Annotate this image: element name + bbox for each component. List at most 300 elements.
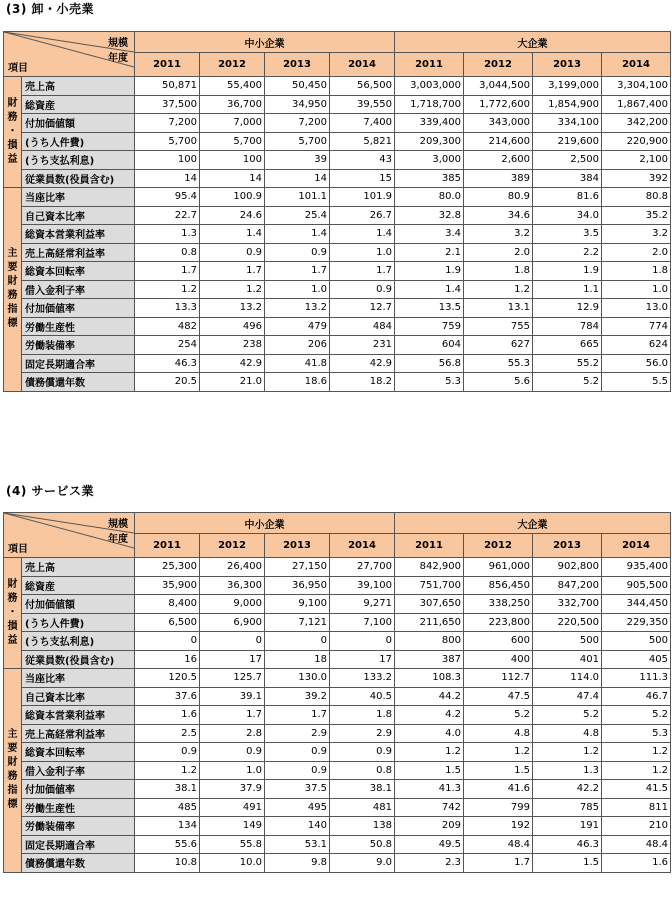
- value-cell: 1.2: [464, 743, 533, 762]
- value-cell: 5,821: [330, 132, 395, 151]
- value-cell: 1.2: [135, 280, 200, 299]
- value-cell: 44.2: [395, 687, 464, 706]
- value-cell: 2.5: [135, 724, 200, 743]
- year-header: 2012: [200, 53, 265, 77]
- value-cell: 50.8: [330, 835, 395, 854]
- value-cell: 25,300: [135, 558, 200, 577]
- row-label: 付加価値額: [22, 595, 135, 614]
- value-cell: 384: [533, 169, 602, 188]
- item-label: 項目: [8, 63, 28, 74]
- value-cell: 482: [135, 317, 200, 336]
- value-cell: 2.9: [265, 724, 330, 743]
- table-row: [4, 206, 671, 225]
- value-cell: 491: [200, 798, 265, 817]
- value-cell: 1.7: [265, 262, 330, 281]
- side-char: 主: [7, 729, 18, 741]
- value-cell: 3.4: [395, 225, 464, 244]
- value-cell: 8,400: [135, 595, 200, 614]
- row-label: 自己資本比率: [22, 206, 135, 225]
- row-label: 債務償還年数: [22, 854, 135, 873]
- value-cell: 50,871: [135, 77, 200, 96]
- value-cell: 2,100: [602, 151, 671, 170]
- value-cell: 9,100: [265, 595, 330, 614]
- value-cell: 80.9: [464, 188, 533, 207]
- row-label: 総資本営業利益率: [22, 706, 135, 725]
- value-cell: 1.1: [533, 280, 602, 299]
- value-cell: 209: [395, 817, 464, 836]
- value-cell: 2,500: [533, 151, 602, 170]
- value-cell: 1.2: [135, 761, 200, 780]
- value-cell: 14: [135, 169, 200, 188]
- value-cell: 1.2: [200, 280, 265, 299]
- value-cell: 0.9: [200, 243, 265, 262]
- value-cell: 0.8: [135, 243, 200, 262]
- row-label: 売上高経常利益率: [22, 243, 135, 262]
- value-cell: 1.5: [464, 761, 533, 780]
- side-char: 財: [7, 98, 18, 109]
- value-cell: 3,003,000: [395, 77, 464, 96]
- value-cell: 389: [464, 169, 533, 188]
- value-cell: 192: [464, 817, 533, 836]
- value-cell: 140: [265, 817, 330, 836]
- value-cell: 56.8: [395, 354, 464, 373]
- value-cell: 2.0: [464, 243, 533, 262]
- value-cell: 0.8: [330, 761, 395, 780]
- value-cell: 211,650: [395, 613, 464, 632]
- value-cell: 48.4: [464, 835, 533, 854]
- value-cell: 9.0: [330, 854, 395, 873]
- row-label: 総資本営業利益率: [22, 225, 135, 244]
- side-char: ・: [7, 607, 18, 618]
- value-cell: 2.0: [602, 243, 671, 262]
- value-cell: 0: [330, 632, 395, 651]
- value-cell: 219,600: [533, 132, 602, 151]
- value-cell: 13.1: [464, 299, 533, 318]
- value-cell: 1.8: [330, 706, 395, 725]
- side-char: 財: [7, 757, 18, 769]
- value-cell: 36,950: [265, 576, 330, 595]
- table-row: [4, 77, 671, 96]
- value-cell: 847,200: [533, 576, 602, 595]
- value-cell: 3,000: [395, 151, 464, 170]
- value-cell: 37,500: [135, 95, 200, 114]
- value-cell: 7,000: [200, 114, 265, 133]
- table-row: [4, 317, 671, 336]
- value-cell: 18: [265, 650, 330, 669]
- value-cell: 1.9: [395, 262, 464, 281]
- side-char: 要: [7, 262, 18, 274]
- value-cell: 800: [395, 632, 464, 651]
- side-char: 務: [7, 771, 18, 783]
- value-cell: 1.4: [395, 280, 464, 299]
- value-cell: 0.9: [330, 280, 395, 299]
- value-cell: 1,718,700: [395, 95, 464, 114]
- value-cell: 2,600: [464, 151, 533, 170]
- table-row: [4, 169, 671, 188]
- value-cell: 214,600: [464, 132, 533, 151]
- value-cell: 26,400: [200, 558, 265, 577]
- value-cell: 784: [533, 317, 602, 336]
- row-label: (うち人件費): [22, 132, 135, 151]
- value-cell: 1.2: [602, 743, 671, 762]
- value-cell: 334,100: [533, 114, 602, 133]
- table-row: [4, 669, 671, 688]
- year-label: 年度: [108, 53, 128, 64]
- value-cell: 39.2: [265, 687, 330, 706]
- value-cell: 14: [200, 169, 265, 188]
- value-cell: 39.1: [200, 687, 265, 706]
- value-cell: 43: [330, 151, 395, 170]
- group-header: 中小企業: [135, 513, 395, 534]
- value-cell: 4.0: [395, 724, 464, 743]
- value-cell: 10.0: [200, 854, 265, 873]
- value-cell: 16: [135, 650, 200, 669]
- value-cell: 0.9: [265, 243, 330, 262]
- value-cell: 1.4: [330, 225, 395, 244]
- value-cell: 1.0: [602, 280, 671, 299]
- value-cell: 13.3: [135, 299, 200, 318]
- value-cell: 0: [265, 632, 330, 651]
- value-cell: 1.7: [135, 262, 200, 281]
- table-row: [4, 613, 671, 632]
- value-cell: 405: [602, 650, 671, 669]
- value-cell: 34,950: [265, 95, 330, 114]
- value-cell: 80.0: [395, 188, 464, 207]
- row-label: 付加価値額: [22, 114, 135, 133]
- value-cell: 1.7: [200, 262, 265, 281]
- value-cell: 4.8: [533, 724, 602, 743]
- value-cell: 1.5: [533, 854, 602, 873]
- value-cell: 38.1: [330, 780, 395, 799]
- corner-header: [4, 32, 135, 77]
- value-cell: 1.7: [330, 262, 395, 281]
- row-label: 総資本回転率: [22, 262, 135, 281]
- value-cell: 400: [464, 650, 533, 669]
- value-cell: 9,271: [330, 595, 395, 614]
- row-label: 固定長期適合率: [22, 835, 135, 854]
- side-category-label: [4, 558, 22, 669]
- value-cell: 627: [464, 336, 533, 355]
- row-label: 当座比率: [22, 669, 135, 688]
- value-cell: 339,400: [395, 114, 464, 133]
- value-cell: 5.2: [464, 706, 533, 725]
- value-cell: 231: [330, 336, 395, 355]
- table-row: [4, 595, 671, 614]
- value-cell: 13.5: [395, 299, 464, 318]
- value-cell: 35.2: [602, 206, 671, 225]
- table-row: [4, 558, 671, 577]
- year-header: 2011: [395, 53, 464, 77]
- row-label: 借入金利子率: [22, 280, 135, 299]
- value-cell: 56,500: [330, 77, 395, 96]
- value-cell: 50,450: [265, 77, 330, 96]
- value-cell: 27,700: [330, 558, 395, 577]
- year-header: 2014: [330, 534, 395, 558]
- value-cell: 149: [200, 817, 265, 836]
- value-cell: 40.5: [330, 687, 395, 706]
- value-cell: 1.3: [533, 761, 602, 780]
- side-category-label: [4, 77, 22, 188]
- value-cell: 495: [265, 798, 330, 817]
- value-cell: 7,100: [330, 613, 395, 632]
- side-category-label: [4, 669, 22, 873]
- value-cell: 80.8: [602, 188, 671, 207]
- value-cell: 4.2: [395, 706, 464, 725]
- row-label: 付加価値率: [22, 299, 135, 318]
- value-cell: 785: [533, 798, 602, 817]
- side-category-label: [4, 188, 22, 392]
- value-cell: 1.3: [135, 225, 200, 244]
- value-cell: 1.2: [533, 743, 602, 762]
- row-label: 売上高経常利益率: [22, 724, 135, 743]
- value-cell: 1.0: [330, 243, 395, 262]
- table-row: [4, 761, 671, 780]
- value-cell: 0.9: [265, 743, 330, 762]
- row-label: 付加価値率: [22, 780, 135, 799]
- value-cell: 41.6: [464, 780, 533, 799]
- value-cell: 3,044,500: [464, 77, 533, 96]
- value-cell: 7,200: [265, 114, 330, 133]
- value-cell: 34.6: [464, 206, 533, 225]
- value-cell: 130.0: [265, 669, 330, 688]
- value-cell: 41.5: [602, 780, 671, 799]
- side-char: 財: [7, 276, 18, 288]
- value-cell: 41.3: [395, 780, 464, 799]
- value-cell: 13.2: [200, 299, 265, 318]
- side-char: 損: [7, 140, 18, 151]
- value-cell: 485: [135, 798, 200, 817]
- value-cell: 9,000: [200, 595, 265, 614]
- table-row: [4, 576, 671, 595]
- value-cell: 385: [395, 169, 464, 188]
- row-label: (うち人件費): [22, 613, 135, 632]
- value-cell: 842,900: [395, 558, 464, 577]
- value-cell: 1.4: [265, 225, 330, 244]
- value-cell: 1.0: [265, 280, 330, 299]
- value-cell: 36,300: [200, 576, 265, 595]
- year-header: 2014: [602, 53, 671, 77]
- value-cell: 1.7: [200, 706, 265, 725]
- value-cell: 1.0: [200, 761, 265, 780]
- value-cell: 114.0: [533, 669, 602, 688]
- value-cell: 39,550: [330, 95, 395, 114]
- value-cell: 5.2: [602, 706, 671, 725]
- value-cell: 133.2: [330, 669, 395, 688]
- table-row: [4, 95, 671, 114]
- value-cell: 5.3: [395, 373, 464, 392]
- value-cell: 25.4: [265, 206, 330, 225]
- group-header: 大企業: [395, 513, 671, 534]
- value-cell: 5,700: [265, 132, 330, 151]
- value-cell: 41.8: [265, 354, 330, 373]
- year-header: 2013: [265, 534, 330, 558]
- table-row: [4, 854, 671, 873]
- value-cell: 1.2: [395, 743, 464, 762]
- value-cell: 484: [330, 317, 395, 336]
- value-cell: 1,867,400: [602, 95, 671, 114]
- row-label: 総資産: [22, 576, 135, 595]
- table-row: [4, 151, 671, 170]
- value-cell: 138: [330, 817, 395, 836]
- value-cell: 254: [135, 336, 200, 355]
- year-header: 2012: [200, 534, 265, 558]
- value-cell: 1.8: [602, 262, 671, 281]
- row-label: (うち支払利息): [22, 151, 135, 170]
- table-row: [4, 632, 671, 651]
- row-label: 固定長期適合率: [22, 354, 135, 373]
- value-cell: 37.6: [135, 687, 200, 706]
- value-cell: 101.1: [265, 188, 330, 207]
- value-cell: 81.6: [533, 188, 602, 207]
- table-row: [4, 724, 671, 743]
- year-header: 2011: [395, 534, 464, 558]
- value-cell: 3,304,100: [602, 77, 671, 96]
- value-cell: 55.6: [135, 835, 200, 854]
- value-cell: 624: [602, 336, 671, 355]
- value-cell: 0.9: [135, 743, 200, 762]
- value-cell: 49.5: [395, 835, 464, 854]
- value-cell: 112.7: [464, 669, 533, 688]
- value-cell: 42.2: [533, 780, 602, 799]
- table-row: [4, 373, 671, 392]
- side-char: 標: [7, 799, 18, 811]
- side-char: ・: [7, 126, 18, 137]
- value-cell: 32.8: [395, 206, 464, 225]
- value-cell: 21.0: [200, 373, 265, 392]
- side-char: 財: [7, 579, 18, 590]
- value-cell: 0: [135, 632, 200, 651]
- row-label: 借入金利子率: [22, 761, 135, 780]
- value-cell: 342,200: [602, 114, 671, 133]
- value-cell: 481: [330, 798, 395, 817]
- row-label: 総資本回転率: [22, 743, 135, 762]
- value-cell: 1.7: [464, 854, 533, 873]
- value-cell: 799: [464, 798, 533, 817]
- side-char: 指: [7, 785, 18, 797]
- value-cell: 5,700: [135, 132, 200, 151]
- value-cell: 401: [533, 650, 602, 669]
- table-row: [4, 817, 671, 836]
- year-header: 2013: [533, 53, 602, 77]
- value-cell: 100: [135, 151, 200, 170]
- value-cell: 7,400: [330, 114, 395, 133]
- corner-header: [4, 513, 135, 558]
- value-cell: 0.9: [330, 743, 395, 762]
- value-cell: 17: [330, 650, 395, 669]
- value-cell: 210: [602, 817, 671, 836]
- header-row-groups: [4, 32, 671, 53]
- row-label: 売上高: [22, 558, 135, 577]
- value-cell: 500: [602, 632, 671, 651]
- value-cell: 3,199,000: [533, 77, 602, 96]
- row-label: 当座比率: [22, 188, 135, 207]
- group-header: 大企業: [395, 32, 671, 53]
- side-char: 務: [7, 290, 18, 302]
- table-row: [4, 188, 671, 207]
- value-cell: 55,400: [200, 77, 265, 96]
- value-cell: 111.3: [602, 669, 671, 688]
- value-cell: 9.8: [265, 854, 330, 873]
- table-row: [4, 280, 671, 299]
- value-cell: 37.5: [265, 780, 330, 799]
- table-row: [4, 114, 671, 133]
- year-header: 2013: [265, 53, 330, 77]
- row-label: 労働生産性: [22, 317, 135, 336]
- value-cell: 3.5: [533, 225, 602, 244]
- value-cell: 307,650: [395, 595, 464, 614]
- value-cell: 604: [395, 336, 464, 355]
- value-cell: 7,121: [265, 613, 330, 632]
- value-cell: 47.4: [533, 687, 602, 706]
- value-cell: 100: [200, 151, 265, 170]
- value-cell: 600: [464, 632, 533, 651]
- value-cell: 34.0: [533, 206, 602, 225]
- value-cell: 1.2: [464, 280, 533, 299]
- value-cell: 108.3: [395, 669, 464, 688]
- side-char: 益: [7, 635, 18, 646]
- value-cell: 961,000: [464, 558, 533, 577]
- value-cell: 902,800: [533, 558, 602, 577]
- value-cell: 751,700: [395, 576, 464, 595]
- value-cell: 2.1: [395, 243, 464, 262]
- value-cell: 42.9: [200, 354, 265, 373]
- value-cell: 95.4: [135, 188, 200, 207]
- value-cell: 1.5: [395, 761, 464, 780]
- value-cell: 6,900: [200, 613, 265, 632]
- value-cell: 1.7: [265, 706, 330, 725]
- value-cell: 1.8: [464, 262, 533, 281]
- side-char: 務: [7, 593, 18, 604]
- year-label: 年度: [108, 534, 128, 545]
- side-char: 標: [7, 318, 18, 330]
- value-cell: 1.2: [602, 761, 671, 780]
- table-row: [4, 687, 671, 706]
- value-cell: 2.2: [533, 243, 602, 262]
- value-cell: 5.3: [602, 724, 671, 743]
- value-cell: 27,150: [265, 558, 330, 577]
- value-cell: 12.7: [330, 299, 395, 318]
- value-cell: 3.2: [602, 225, 671, 244]
- row-label: 労働装備率: [22, 817, 135, 836]
- value-cell: 2.9: [330, 724, 395, 743]
- financial-table-wholesale-retail: [3, 31, 671, 392]
- year-header: 2014: [602, 534, 671, 558]
- year-header: 2014: [330, 53, 395, 77]
- value-cell: 220,500: [533, 613, 602, 632]
- value-cell: 2.3: [395, 854, 464, 873]
- table-row: [4, 336, 671, 355]
- table-row: [4, 354, 671, 373]
- value-cell: 4.8: [464, 724, 533, 743]
- value-cell: 1.4: [200, 225, 265, 244]
- row-label: 債務償還年数: [22, 373, 135, 392]
- value-cell: 20.5: [135, 373, 200, 392]
- value-cell: 18.2: [330, 373, 395, 392]
- value-cell: 191: [533, 817, 602, 836]
- value-cell: 24.6: [200, 206, 265, 225]
- value-cell: 55.8: [200, 835, 265, 854]
- row-label: (うち支払利息): [22, 632, 135, 651]
- year-header: 2013: [533, 534, 602, 558]
- value-cell: 6,500: [135, 613, 200, 632]
- side-char: 益: [7, 154, 18, 165]
- value-cell: 46.3: [533, 835, 602, 854]
- value-cell: 332,700: [533, 595, 602, 614]
- value-cell: 17: [200, 650, 265, 669]
- value-cell: 5.2: [533, 373, 602, 392]
- table-row: [4, 225, 671, 244]
- year-header: 2011: [135, 53, 200, 77]
